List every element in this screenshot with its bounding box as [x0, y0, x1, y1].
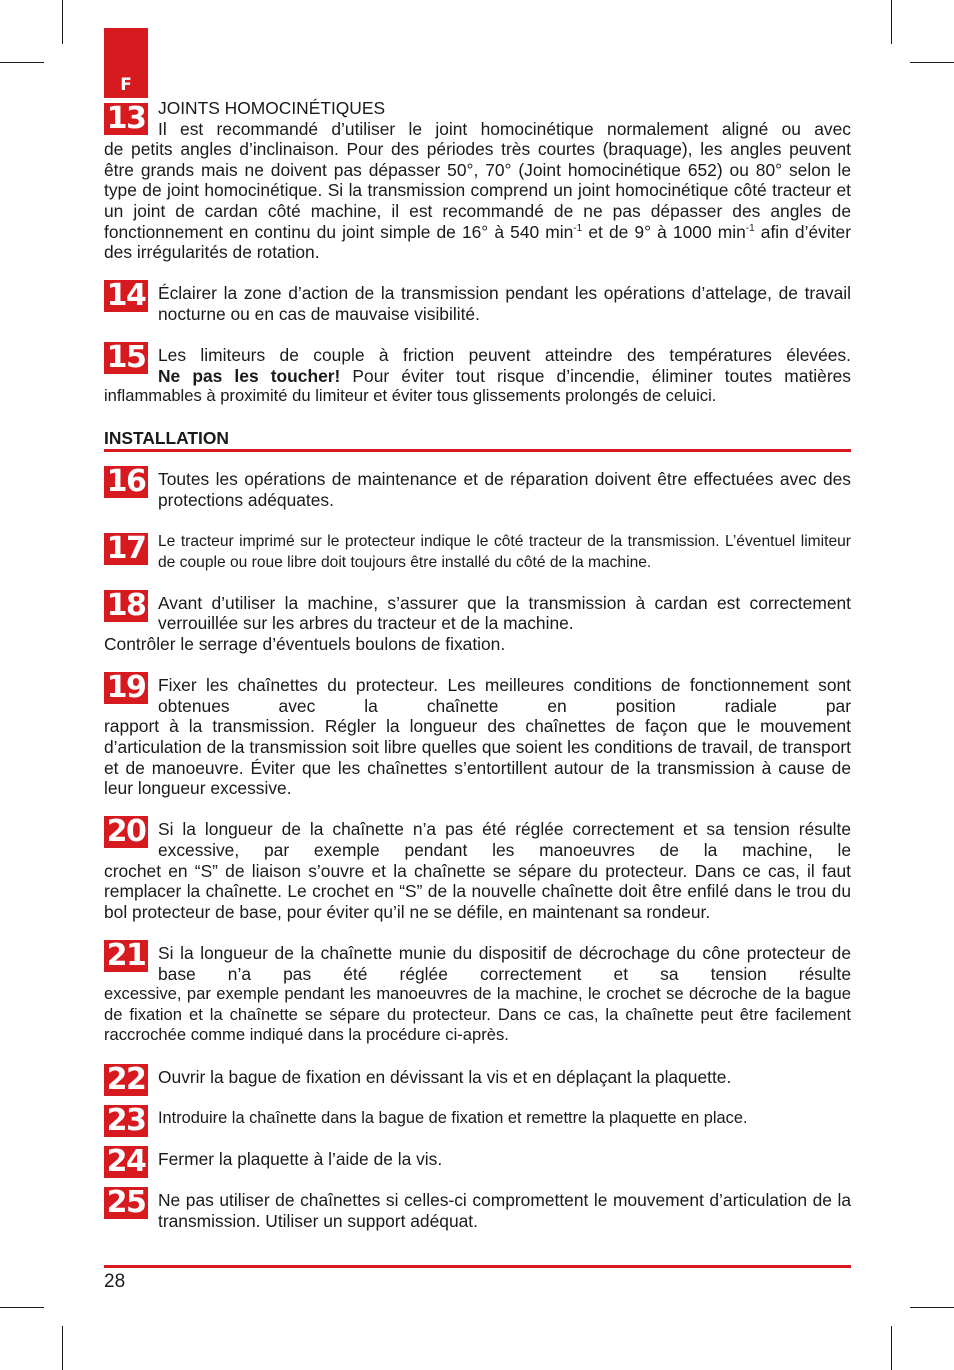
item-text: Le tracteur imprimé sur le protecteur indique le côté tracteur de la transmission. L’éventuel limiteur de couple ou roue libre doit toujours être installé du côté de la machine.	[158, 532, 851, 571]
item-20	[104, 814, 851, 922]
item-text-part: Pour éviter tout risque d’incendie, éliminer toutes matières	[340, 365, 851, 386]
item-19	[104, 670, 851, 799]
crop-mark	[62, 0, 63, 44]
item-text-continued: excessive, par exemple pendant les manoeuvres de la machine, le crochet se décroche de la bague de fixation et la chaînette se sépare du protecteur. Dans ce cas, la chaînette peut être facilement raccrochée comme indiqué dans la procédure ci-après.	[104, 984, 851, 1045]
item-text: Ne pas utiliser de chaînettes si celles-ci compromettent le mouvement d’articulation de la transmission. Utiliser un support adéquat.	[158, 1190, 851, 1231]
item-title: JOINTS HOMOCINÉTIQUES	[158, 98, 386, 118]
item-23	[104, 1102, 851, 1138]
item-number-badge: 16	[104, 466, 148, 498]
item-text: Les limiteurs de couple à friction peuvent atteindre des températures élevées.	[158, 345, 851, 366]
item-number-badge: 25	[104, 1187, 148, 1219]
crop-mark	[62, 1326, 63, 1370]
item-text: Éclairer la zone d’action de la transmission pendant les opérations d’attelage, de travail nocturne ou en cas de mauvaise visibilité.	[158, 283, 851, 324]
item-text-continued: Contrôler le serrage d’éventuels boulons de fixation.	[104, 634, 506, 655]
item-17	[104, 531, 851, 573]
footer-rule	[104, 1265, 851, 1268]
section-title: INSTALLATION	[104, 428, 851, 453]
crop-mark	[891, 0, 892, 44]
item-number-badge: 22	[104, 1064, 148, 1096]
item-number-badge: 15	[104, 342, 148, 374]
item-number-badge: 13	[104, 103, 148, 135]
item-text: Si la longueur de la chaînette n’a pas été réglée correctement et sa tension résulte excessive, par exemple pendant les manoeuvres de la machine, le	[158, 819, 851, 860]
item-text-continued	[104, 139, 851, 263]
item-text-continued: rapport à la transmission. Régler la longueur des chaînettes de façon que le mouvement d’articulation de la transmission soit libre quelles que soient les conditions de travail, de transport et de manoeuvre. Éviter que les chaînettes s’entortillent autour de la transmission à cause de leur longueur excessive.	[104, 716, 851, 799]
item-number-badge: 20	[104, 816, 148, 848]
item-text: Avant d’utiliser la machine, s’assurer que la transmission à cardan est correctement verrouillée sur les arbres du tracteur et de la machine.	[158, 592, 851, 634]
item-number-badge: 19	[104, 672, 148, 704]
crop-mark	[891, 1326, 892, 1370]
item-number-badge: 17	[104, 533, 148, 565]
item-22	[104, 1061, 851, 1097]
item-text: Fermer la plaquette à l’aide de la vis.	[158, 1148, 443, 1169]
item-14	[104, 278, 851, 324]
page-number: 28	[104, 1271, 126, 1292]
item-text: Si la longueur de la chaînette munie du dispositif de décrochage du cône protecteur de base n’a pas été réglée correctement et sa tension résulte	[158, 942, 851, 984]
item-number-badge: 21	[104, 940, 148, 972]
page-content	[104, 98, 851, 1252]
warning-text: Ne pas les toucher!	[158, 365, 341, 386]
item-text: Toutes les opérations de maintenance et de réparation doivent être effectuées avec des protections adéquates.	[158, 469, 851, 510]
superscript: -1	[573, 222, 583, 234]
item-text: Ouvrir la bague de fixation en dévissant la vis et en déplaçant la plaquette.	[158, 1066, 732, 1087]
crop-mark	[910, 1307, 954, 1308]
item-text-part: de petits angles d’inclinaison. Pour des périodes très courtes (braquage), les angles peuvent être grands mais ne doivent pas dépasser 50°, 70° (Joint homocinétique 652) ou 80° selon le type de joint homocinétique. Si la transmission comprend un joint homocinétique côté tracteur et un joint de cardan côté machine, il est recommandé de ne pas dépasser des angles de fonctionnement en continu du joint simple de 16° à 540 min	[104, 139, 851, 242]
crop-mark	[0, 1307, 44, 1308]
item-number-badge: 23	[104, 1105, 148, 1137]
item-text-part: et de 9° à 1000 min	[582, 221, 746, 242]
crop-mark	[0, 62, 44, 63]
item-text: Fixer les chaînettes du protecteur. Les meilleures conditions de fonctionnement sont obtenues avec la chaînette en position radiale par	[158, 675, 851, 716]
item-25	[104, 1185, 851, 1231]
item-text-continued: inflammables à proximité du limiteur et éviter tous glissements prolongés de celuici.	[104, 386, 717, 406]
language-tab: F	[104, 28, 148, 98]
item-24	[104, 1143, 851, 1179]
item-16	[104, 464, 851, 510]
item-18	[104, 587, 851, 655]
superscript: -1	[745, 222, 755, 234]
item-text: Il est recommandé d’utiliser le joint homocinétique normalement aligné ou avec	[158, 118, 851, 139]
item-text-part: afin d’éviter des irrégularités de rotation.	[104, 221, 851, 263]
crop-mark	[910, 62, 954, 63]
item-number-badge: 18	[104, 590, 148, 622]
item-number-badge: 14	[104, 280, 148, 312]
item-text	[158, 366, 851, 387]
item-13	[104, 98, 851, 263]
item-text-continued: crochet en “S” de liaison s’ouvre et la chaînette se sépare du protecteur. Dans ce cas, il faut remplacer la chaînette. Le crochet en “S” de la nouvelle chaînette doit être enfilé dans le trou du bol protecteur de base, pour éviter qu’il ne se défile, en maintenant sa rondeur.	[104, 860, 851, 922]
item-number-badge: 24	[104, 1146, 148, 1178]
item-15	[104, 340, 851, 407]
item-21	[104, 937, 851, 1046]
item-text: Introduire la chaînette dans la bague de fixation et remettre la plaquette en place.	[158, 1108, 748, 1127]
